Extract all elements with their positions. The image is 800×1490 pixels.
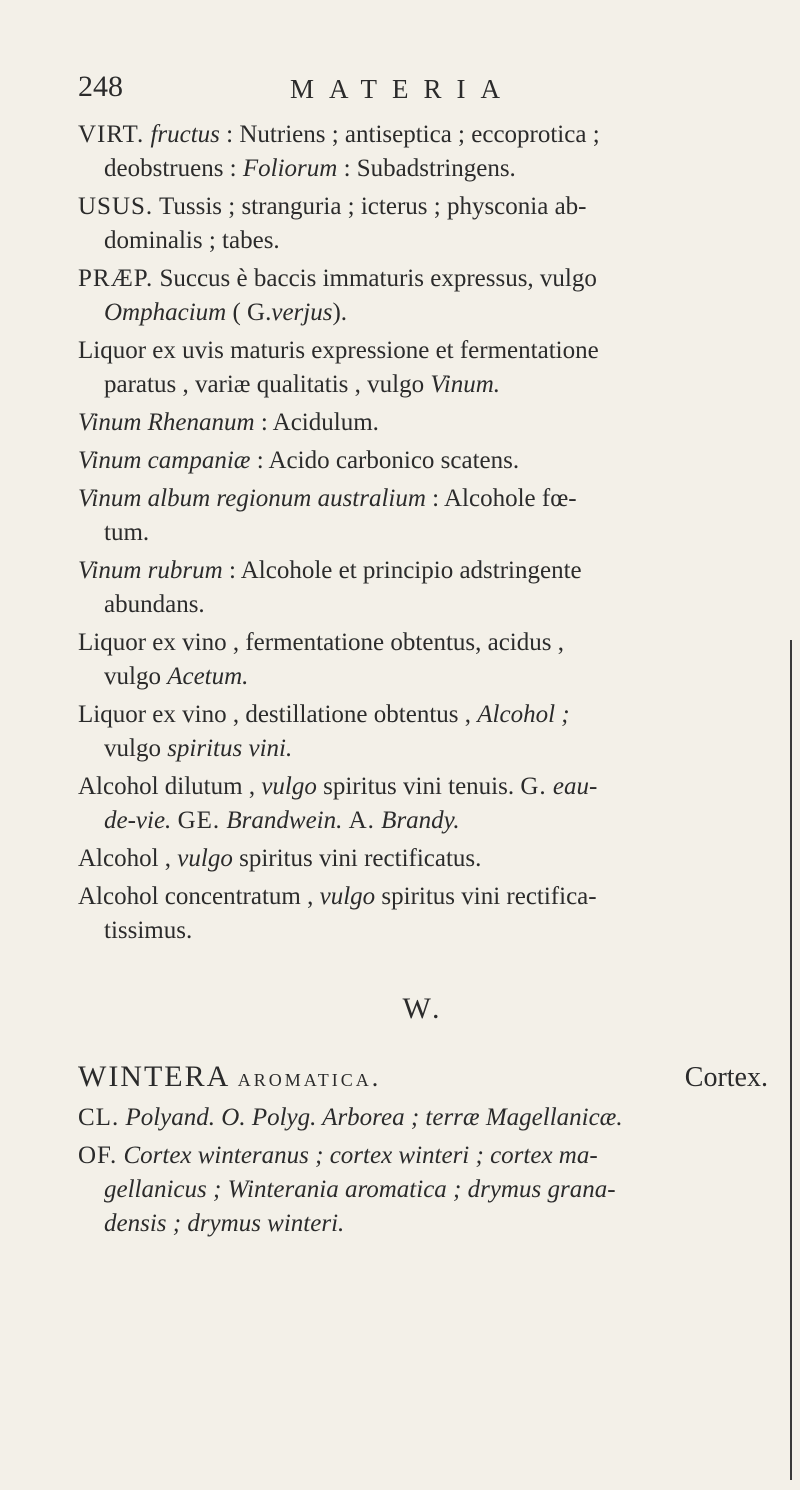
usus-label: USUS. [78,193,154,220]
virt-text: : Nutriens ; antiseptica ; eccoprotica ; [226,121,600,148]
liquor3-text: Liquor ex vino , destillatione obtentus , [78,701,471,728]
wintera-species: aromatica. [237,1063,382,1092]
dil-text: Alcohol dilutum , [78,773,256,800]
of-text-3: densis ; drymus winteri. [104,1210,345,1237]
dil-vulgo: vulgo [261,773,317,800]
rhen-name: Vinum Rhenanum [78,409,255,436]
rect-text-2: spiritus vini rectificatus. [239,845,482,872]
camp-name: Vinum campaniæ [78,447,251,474]
rubrum-name: Vinum rubrum [78,557,223,584]
of-label: OF. [78,1142,118,1169]
vinum-album [78,482,768,550]
of-text-2: gellanicus ; Winterania aromatica ; drymus grana- [104,1176,616,1203]
page-header [0,68,800,118]
praep-close: ). [332,299,348,326]
virt-fructus: fructus [150,121,220,148]
album-text: : Alcohole fœ- [432,485,577,512]
praep-entry [78,262,768,330]
virt-text-2: deobstruens : [104,155,237,182]
dil-text-2: spiritus vini tenuis. [323,773,515,800]
dil-g: G. [520,773,547,800]
dil-eau-2: de-vie. [104,807,172,834]
conc-text: Alcohol concentratum , [78,883,314,910]
rubrum-text: : Alcohole et principio adstringente [228,557,582,584]
cl-label: CL. [78,1104,120,1131]
liquor1-text: Liquor ex uvis maturis expressione et fermentatione [78,337,599,364]
page-body [78,118,768,1245]
dil-a: A. [348,807,375,834]
liquor3-spiritus: spiritus vini. [167,735,293,762]
virt-label: VIRT. [78,121,145,148]
usus-entry [78,190,768,258]
vinum-rhenanum [78,406,768,440]
page-edge-rule [790,640,792,1480]
liquor2-text-2: vulgo [104,663,161,690]
praep-g: ( G. [232,299,272,326]
virt-foliorum: Foliorum [242,155,338,182]
wintera-classification [78,1101,768,1135]
wintera-part: Cortex. [684,1062,768,1093]
wintera-title [78,1060,768,1095]
liquor3-alcohol: Alcohol ; [477,701,570,728]
liquor-acetum-entry [78,626,768,694]
liquor1-vinum: Vinum. [430,371,501,398]
wintera-officinal [78,1139,768,1241]
vinum-rubrum [78,554,768,622]
camp-text: : Acido carbonico scatens. [256,447,520,474]
praep-text: Succus è baccis immaturis expressus, vulgo [159,265,597,292]
page-number: 248 [78,70,123,103]
album-text-2: tum. [104,519,150,546]
liquor3-text-2: vulgo [104,735,161,762]
rect-vulgo: vulgo [177,845,233,872]
usus-text: Tussis ; stranguria ; icterus ; physconia ab- [158,193,587,220]
liquor-alcohol-entry [78,698,768,766]
praep-verjus: verjus [271,299,333,326]
praep-label: PRÆP. [78,265,154,292]
praep-omphacium: Omphacium [104,299,227,326]
conc-text-3: tissimus. [104,917,193,944]
of-text-1: Cortex winteranus ; cortex winteri ; cortex ma- [123,1142,598,1169]
liquor2-acetum: Acetum. [167,663,249,690]
section-letter-w: W. [402,992,444,1025]
rect-text: Alcohol , [78,845,172,872]
running-title: MATERIA [290,74,515,104]
liquor-vinum-entry [78,334,768,402]
rhen-text: : Acidulum. [260,409,379,436]
conc-vulgo: vulgo [319,883,376,910]
conc-text-2: spiritus vini rectifica- [381,883,597,910]
dil-ge: GE. [177,807,221,834]
liquor1-text-2: paratus , variæ qualitatis , vulgo [104,371,425,398]
album-name: Vinum album regionum australium [78,485,426,512]
cl-text: Polyand. O. Polyg. Arborea ; terræ Magellanicæ. [125,1104,623,1131]
dil-brand: Brandwein. [226,807,343,834]
alcohol-rectificatus [78,842,768,876]
vinum-campaniae [78,444,768,478]
dil-brandy: Brandy. [381,807,460,834]
liquor2-text: Liquor ex vino , fermentatione obtentus, acidus , [78,629,564,656]
virt-text-3: : Subadstringens. [343,155,516,182]
dil-eau: eau- [552,773,598,800]
usus-text-2: dominalis ; tabes. [104,227,280,254]
alcohol-concentratum [78,880,768,948]
virt-entry [78,118,768,186]
alcohol-dilutum [78,770,768,838]
rubrum-text-2: abundans. [104,591,205,618]
wintera-genus: WINTERA [78,1060,231,1093]
